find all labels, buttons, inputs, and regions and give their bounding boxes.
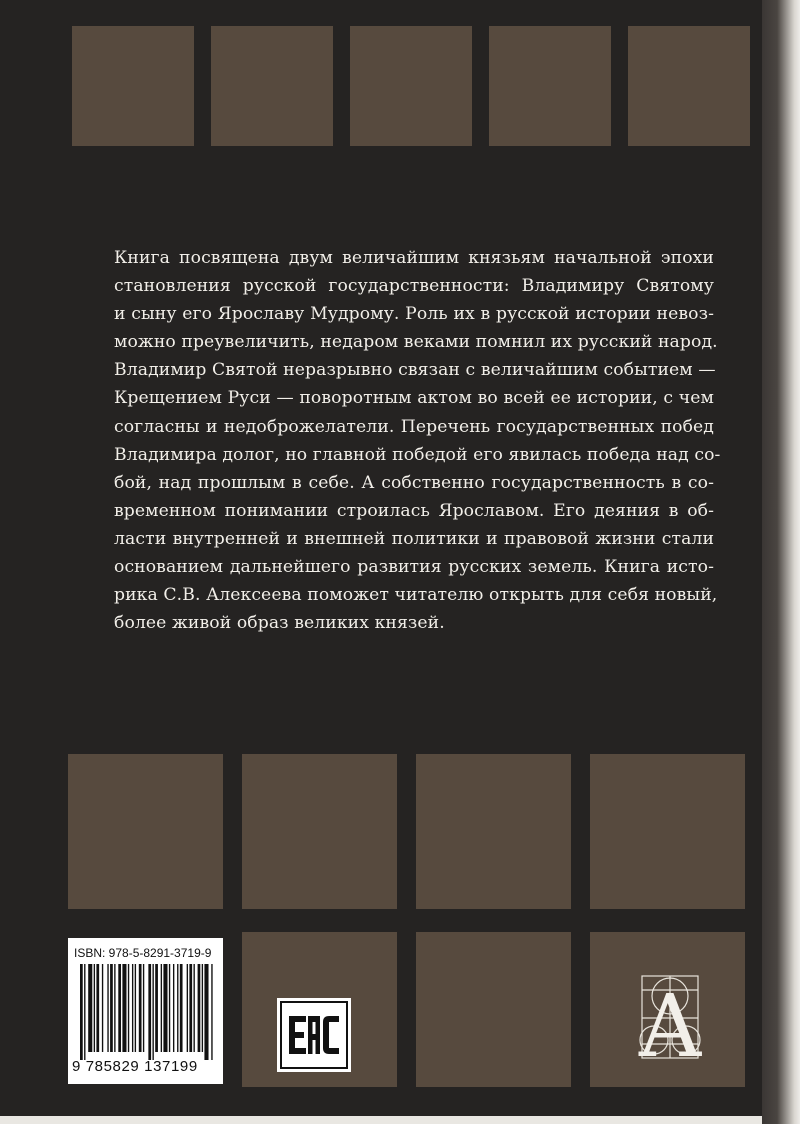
barcode-bar xyxy=(110,964,113,1052)
barcode-bar xyxy=(187,964,188,1052)
description-line: временном понимании строилась Ярославом. Его деяния в об- xyxy=(114,500,714,521)
description-line: и сыну его Ярославу Мудрому. Роль их в русской истории невоз- xyxy=(114,304,714,325)
barcode-bars xyxy=(80,964,214,1060)
barcode-bar xyxy=(173,964,174,1052)
barcode-bar xyxy=(161,964,162,1052)
description-line: ласти внутренней и внешней политики и правовой жизни стали xyxy=(114,528,714,549)
barcode-bar xyxy=(96,964,99,1052)
book-edge xyxy=(762,0,800,1124)
description-line: можно преувеличить, недаром веками помнил их русский народ. xyxy=(114,332,718,353)
barcode-bar xyxy=(94,964,95,1052)
eac-certification-mark xyxy=(277,998,351,1072)
isbn-number: ISBN: 978-5-8291-3719-9 xyxy=(74,946,212,960)
barcode-bar xyxy=(132,964,133,1052)
description-line: Книга посвящена двум величайшим князьям начальной эпохи xyxy=(114,248,714,268)
description-line: Крещением Руси — поворотным актом во всей ее истории, с чем xyxy=(114,388,714,409)
description-line: более живой образ великих князей. xyxy=(114,613,445,634)
decorative-tile xyxy=(72,26,194,146)
barcode-bar xyxy=(135,964,136,1052)
description-line: основанием дальнейшего развития русских земель. Книга исто- xyxy=(114,557,714,578)
decorative-tile xyxy=(211,26,333,146)
barcode-bar xyxy=(193,964,194,1052)
decorative-tile xyxy=(242,754,397,909)
description-line: становления русской государственности: Владимиру Святому xyxy=(114,276,714,297)
barcode-bar xyxy=(189,964,192,1052)
barcode-bar xyxy=(148,964,151,1060)
decorative-tile xyxy=(628,26,750,146)
eac-logo-icon xyxy=(277,998,351,1072)
barcode-bar xyxy=(155,964,158,1052)
barcode-bar xyxy=(84,964,85,1060)
barcode-bar xyxy=(122,964,126,1052)
publisher-logo xyxy=(624,966,714,1066)
barcode-bar xyxy=(114,964,115,1052)
barcode-bar xyxy=(139,964,142,1052)
barcode-bar xyxy=(198,964,201,1052)
barcode-bar xyxy=(102,964,103,1052)
description-line: бой, над прошлым в себе. А собственно государственность в со- xyxy=(114,472,714,493)
barcode-bar xyxy=(202,964,203,1052)
letter-a-logo-icon xyxy=(624,966,714,1066)
book-description xyxy=(114,244,721,637)
logo-letter: A xyxy=(638,977,702,1066)
decorative-tile xyxy=(416,754,571,909)
decorative-tile xyxy=(489,26,611,146)
isbn-barcode xyxy=(68,938,223,1084)
barcode-bar xyxy=(88,964,92,1052)
decorative-tile xyxy=(416,932,571,1087)
barcode-bar xyxy=(204,964,208,1060)
description-line: согласны и недоброжелатели. Перечень государственных побед xyxy=(114,416,714,437)
decorative-tile xyxy=(590,754,745,909)
barcode-bar xyxy=(143,964,144,1052)
decorative-tile xyxy=(350,26,472,146)
ean-digits: 9 785829 137199 xyxy=(72,1058,198,1075)
barcode-bar xyxy=(180,964,183,1052)
barcode-bar xyxy=(152,964,153,1060)
barcode-bar xyxy=(163,964,167,1052)
barcode-bar xyxy=(177,964,178,1052)
decorative-tile xyxy=(68,754,223,909)
description-line: рика С.В. Алексеева поможет читателю открыть для себя новый, xyxy=(114,585,718,606)
barcode-bar xyxy=(118,964,121,1052)
barcode-bar xyxy=(80,964,83,1060)
description-line: Владимира долог, но главной победой его явилась победа над со- xyxy=(114,444,721,465)
description-line: Владимир Святой неразрывно связан с величайшим событием — xyxy=(114,360,716,381)
barcode-bar xyxy=(169,964,170,1052)
barcode-bar xyxy=(107,964,108,1052)
barcode-bar xyxy=(128,964,129,1052)
barcode-bar xyxy=(211,964,212,1060)
